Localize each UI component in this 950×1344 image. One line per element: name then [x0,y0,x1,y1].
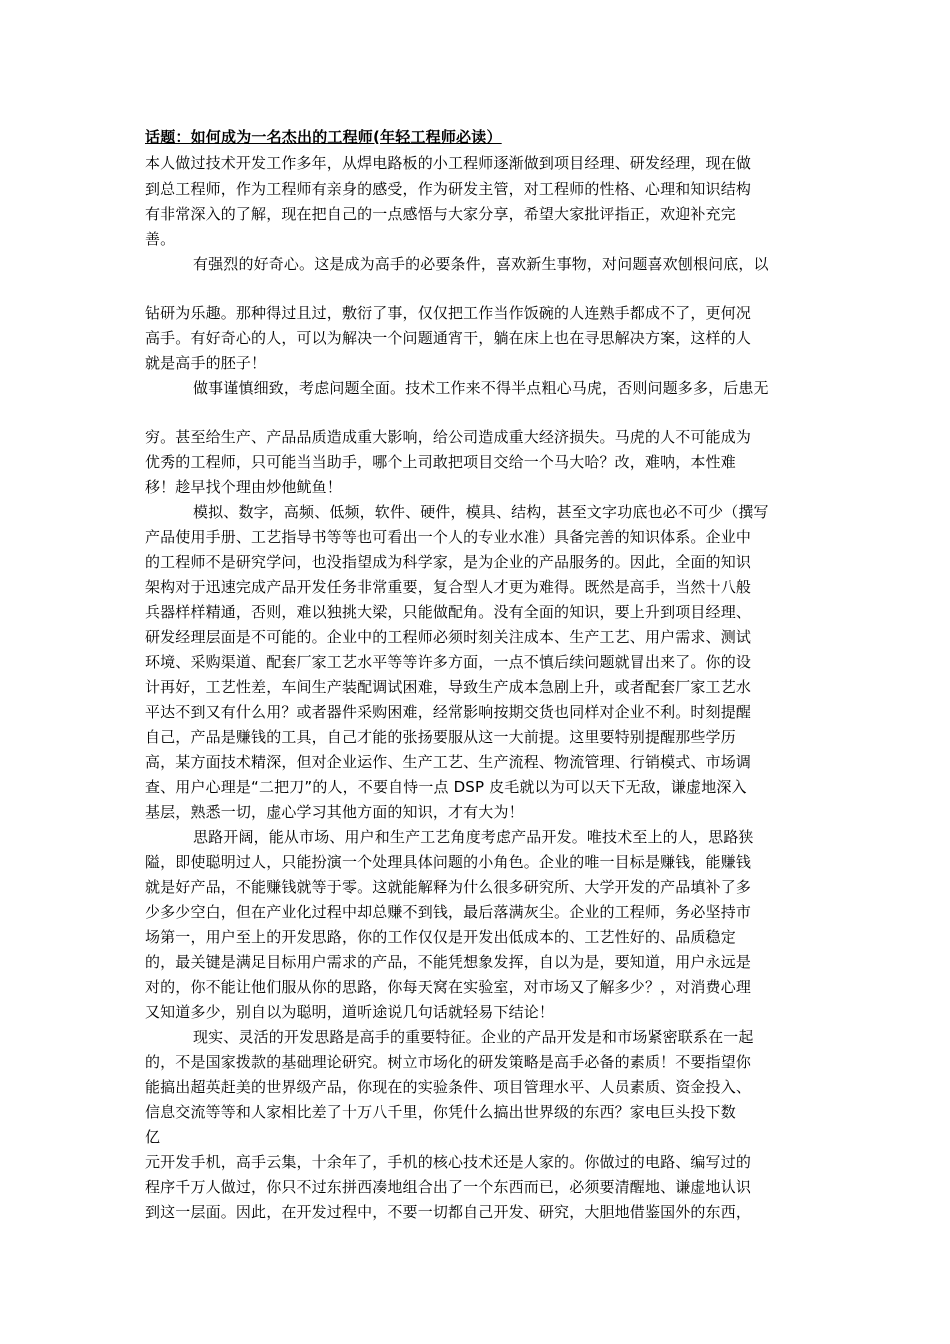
text-line: 的，不是国家拨款的基础理论研究。树立市场化的研发策略是高手必备的素质！不要指望你 [145,1053,752,1071]
text-line: 亿 [145,1128,161,1146]
text-line: 优秀的工程师，只可能当当助手，哪个上司敢把项目交给一个马大哈？改，难呐，本性难 [145,453,736,471]
text-line: 本人做过技术开发工作多年，从焊电路板的小工程师逐渐做到项目经理、研发经理，现在做 [145,154,752,172]
text-line: 钻研为乐趣。那种得过且过，敷衍了事，仅仅把工作当作饭碗的人连熟手都成不了，更何况 [145,304,752,322]
text-line: 场第一，用户至上的开发思路，你的工作仅仅是开发出低成本的、工艺性好的、品质稳定 [145,928,736,946]
text-line: 有强烈的好奇心。这是成为高手的必要条件，喜欢新生事物，对问题喜欢刨根问底，以 [193,255,769,273]
text-line: 善。 [145,230,176,248]
text-line: 到这一层面。因此，在开发过程中，不要一切都自己开发、研究，大胆地借鉴国外的东西， [145,1203,752,1221]
text-line: 产品使用手册、工艺指导书等等也可看出一个人的专业水准）具备完善的知识体系。企业中 [145,528,752,546]
text-line: 能搞出超英赶美的世界级产品，你现在的实验条件、项目管理水平、人员素质、资金投入、 [145,1078,752,1096]
text-line: 又知道多少，别自以为聪明，道听途说几句话就轻易下结论！ [145,1003,555,1021]
text-line: 到总工程师，作为工程师有亲身的感受，作为研发主管，对工程师的性格、心理和知识结构 [145,180,752,198]
text-line: 少多少空白，但在产业化过程中却总赚不到钱，最后落满灰尘。企业的工程师，务必坚持市 [145,903,752,921]
text-line: 穷。甚至给生产、产品品质造成重大影响，给公司造成重大经济损失。马虎的人不可能成为 [145,428,752,446]
text-line: 就是好产品，不能赚钱就等于零。这就能解释为什么很多研究所、大学开发的产品填补了多 [145,878,752,896]
text-line: 查、用户心理是“二把刀”的人，不要自恃一点 DSP 皮毛就以为可以天下无敌，谦虚地深入 [145,778,747,796]
text-line: 计再好，工艺性差，车间生产装配调试困难，导致生产成本急剧上升，或者配套厂家工艺水 [145,678,752,696]
text-line: 隘，即使聪明过人，只能扮演一个处理具体问题的小角色。企业的唯一目标是赚钱，能赚钱 [145,853,752,871]
text-line: 信息交流等等和人家相比差了十万八千里，你凭什么搞出世界级的东西？家电巨头投下数 [145,1103,736,1121]
text-line: 环境、采购渠道、配套厂家工艺水平等等许多方面，一点不慎后续问题就冒出来了。你的设 [145,653,752,671]
text-line: 基层，熟悉一切，虚心学习其他方面的知识，才有大为！ [145,803,524,821]
text-line: 有非常深入的了解，现在把自己的一点感悟与大家分享，希望大家批评指正，欢迎补充完 [145,205,736,223]
text-line: 研发经理层面是不可能的。企业中的工程师必须时刻关注成本、生产工艺、用户需求、测试 [145,628,752,646]
text-line: 平达不到又有什么用？或者器件采购困难，经常影响按期交货也同样对企业不利。时刻提醒 [145,703,752,721]
text-line: 移！趁早找个理由炒他鱿鱼！ [145,478,342,496]
text-line: 对的，你不能让他们服从你的思路，你每天窝在实验室，对市场又了解多少？，对消费心理 [145,978,752,996]
text-line: 程序千万人做过，你只不过东拼西凑地组合出了一个东西而已，必须要清醒地、谦虚地认识 [145,1178,752,1196]
text-line: 架构对于迅速完成产品开发任务非常重要，复合型人才更为难得。既然是高手，当然十八般 [145,578,752,596]
text-line: 就是高手的胚子！ [145,354,267,372]
text-line: 做事谨慎细致，考虑问题全面。技术工作来不得半点粗心马虎，否则问题多多，后患无 [193,379,769,397]
text-line: 现实、灵活的开发思路是高手的重要特征。企业的产品开发是和市场紧密联系在一起 [193,1028,754,1046]
text-line: 的工程师不是研究学问，也没指望成为科学家，是为企业的产品服务的。因此，全面的知识 [145,553,752,571]
text-line: 思路开阔，能从市场、用户和生产工艺角度考虑产品开发。唯技术至上的人，思路狭 [193,828,754,846]
text-line: 的，最关键是满足目标用户需求的产品，不能凭想象发挥，自以为是，要知道，用户永远是 [145,953,752,971]
text-line: 兵器样样精通，否则，难以独挑大梁，只能做配角。没有全面的知识，要上升到项目经理、 [145,603,752,621]
text-line: 模拟、数字，高频、低频，软件、硬件，模具、结构，甚至文字功底也必不可少（撰写 [193,503,769,521]
text-line: 自己，产品是赚钱的工具，自己才能的张扬要服从这一大前提。这里要特别提醒那些学历 [145,728,736,746]
text-line: 高，某方面技术精深，但对企业运作、生产工艺、生产流程、物流管理、行销模式、市场调 [145,753,752,771]
text-line: 元开发手机，高手云集，十余年了，手机的核心技术还是人家的。你做过的电路、编写过的 [145,1153,752,1171]
text-line: 高手。有好奇心的人，可以为解决一个问题通宵干，躺在床上也在寻思解决方案，这样的人 [145,329,752,347]
document-title: 话题：如何成为一名杰出的工程师(年轻工程师必读） [145,128,502,146]
